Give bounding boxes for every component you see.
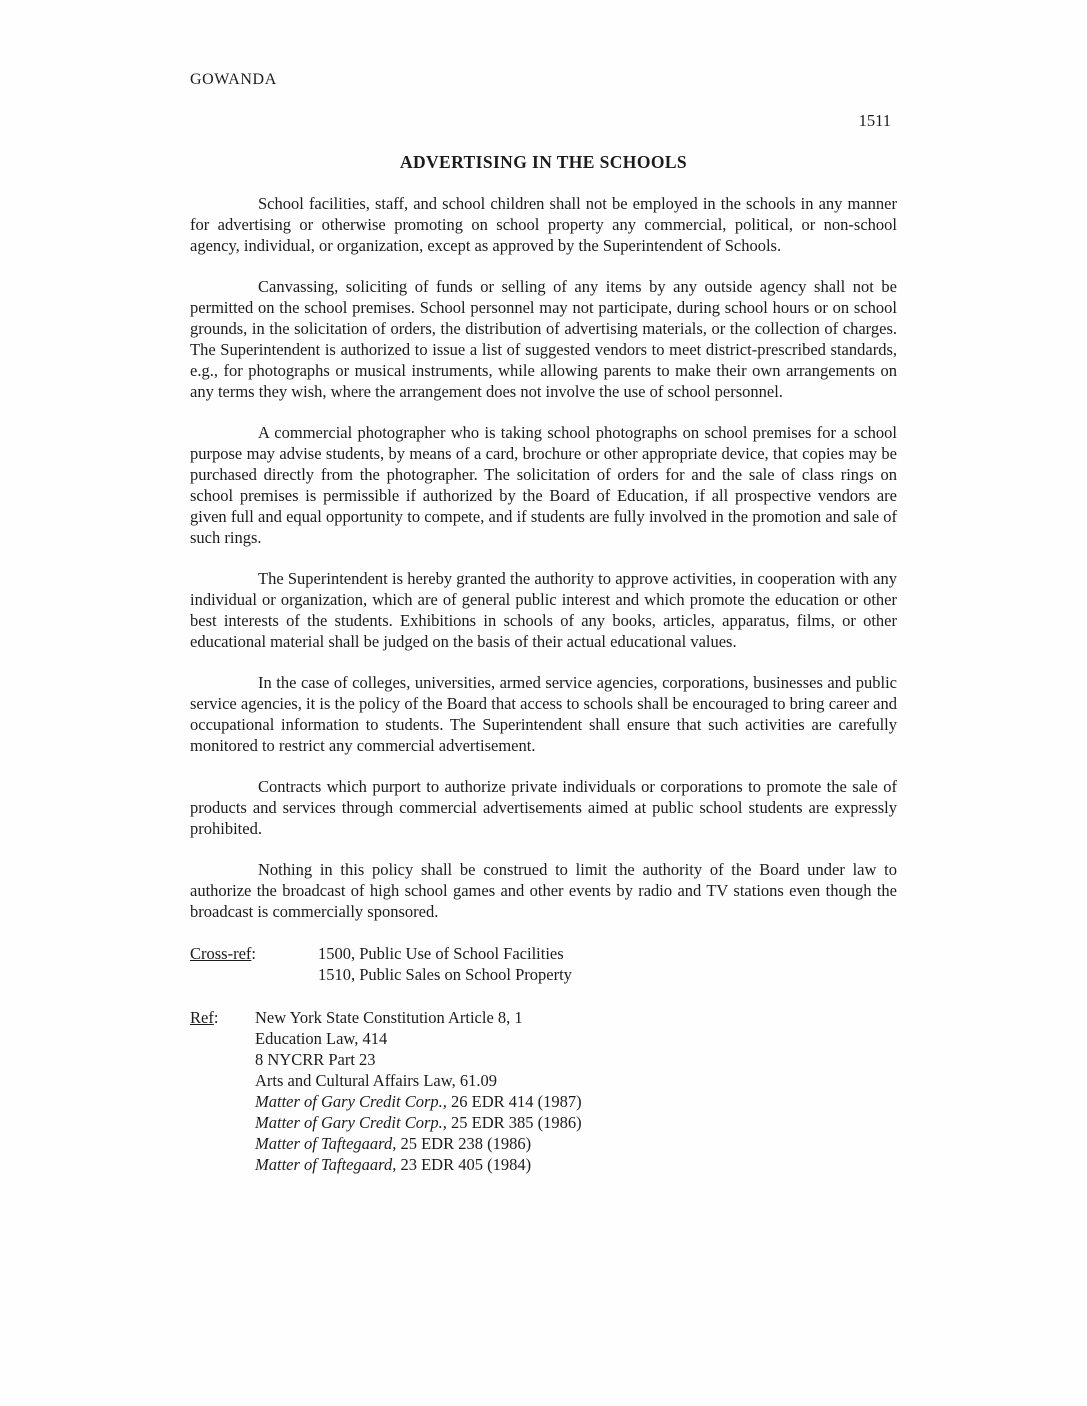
policy-paragraph: Nothing in this policy shall be construed to limit the authority of the Board under law to authorize the broadcast of high school games and other events by radio and TV stations even though the broadcast is commercially sponsored. bbox=[190, 860, 897, 921]
ref-citation: Education Law, 414 bbox=[255, 1029, 388, 1048]
cross-ref-label-text: Cross-ref bbox=[190, 944, 252, 963]
ref-citation: 25 EDR 385 (1986) bbox=[446, 1113, 582, 1132]
ref-label-text: Ref bbox=[190, 1008, 214, 1027]
cross-ref-item: 1510, Public Sales on School Property bbox=[318, 965, 572, 984]
cross-ref-section bbox=[190, 943, 897, 985]
ref-item bbox=[255, 1007, 897, 1028]
policy-paragraph: School facilities, staff, and school children shall not be employed in the schools in any manner for advertising or otherwise promoting on school property any commercial, political, or non-school agency, individual, or organization, except as approved by the Superintendent of Schools. bbox=[190, 194, 897, 255]
ref-section bbox=[190, 1007, 897, 1175]
ref-item bbox=[255, 1091, 897, 1112]
ref-citation: 23 EDR 405 (1984) bbox=[396, 1155, 532, 1174]
district-name: GOWANDA bbox=[190, 71, 277, 88]
ref-item bbox=[255, 1133, 897, 1154]
case-name: Matter of Gary Credit Corp., bbox=[255, 1092, 447, 1111]
case-name: Matter of Taftegaard, bbox=[255, 1134, 397, 1153]
cross-ref-label-colon: : bbox=[251, 944, 256, 963]
ref-item bbox=[255, 1070, 897, 1091]
ref-item bbox=[255, 1028, 897, 1049]
document-content bbox=[190, 0, 897, 1175]
document-title: ADVERTISING IN THE SCHOOLS bbox=[399, 152, 688, 172]
ref-label bbox=[190, 1007, 255, 1028]
policy-paragraph: Contracts which purport to authorize private individuals or corporations to promote the sale of products and services through commercial advertisements aimed at public school students are expressly prohibited. bbox=[190, 777, 897, 838]
ref-item bbox=[255, 1049, 897, 1070]
case-name: Matter of Gary Credit Corp., bbox=[255, 1113, 447, 1132]
cross-ref-label bbox=[190, 943, 318, 964]
ref-citation: 26 EDR 414 (1987) bbox=[446, 1092, 582, 1111]
cross-ref-item: 1500, Public Use of School Facilities bbox=[318, 944, 564, 963]
policy-paragraph: The Superintendent is hereby granted the authority to approve activities, in cooperation with any individual or organization, which are of general public interest and which promote the education or other best interests of the students. Exhibitions in schools of any books, articles, apparatus, films, or other educational material shall be judged on the basis of their actual educational values. bbox=[190, 569, 897, 651]
ref-citation: New York State Constitution Article 8, 1 bbox=[255, 1008, 523, 1027]
policy-paragraph: Canvassing, soliciting of funds or selling of any items by any outside agency shall not be permitted on the school premises. School personnel may not participate, during school hours or on school grounds, in the solicitation of orders, the distribution of advertising materials, or the collection of charges. The Superintendent is authorized to issue a list of suggested vendors to meet district-prescribed standards, e.g., for photographs or musical instruments, while allowing parents to make their own arrangements on any terms they wish, where the arrangement does not involve the use of school personnel. bbox=[190, 277, 897, 401]
ref-citation: 25 EDR 238 (1986) bbox=[396, 1134, 532, 1153]
policy-paragraph: A commercial photographer who is taking school photographs on school premises for a school purpose may advise students, by means of a card, brochure or other appropriate device, that copies may be purchased directly from the photographer. The solicitation of orders for and the sale of class rings on school premises is permissible if authorized by the Board of Education, if all prospective vendors are given full and equal opportunity to compete, and if students are fully involved in the promotion and sale of such rings. bbox=[190, 423, 897, 547]
ref-label-colon: : bbox=[213, 1008, 219, 1027]
policy-number: 1511 bbox=[858, 111, 891, 130]
ref-items bbox=[255, 1007, 897, 1175]
ref-item bbox=[255, 1112, 897, 1133]
ref-item bbox=[255, 1154, 897, 1175]
ref-citation: Arts and Cultural Affairs Law, 61.09 bbox=[255, 1071, 497, 1090]
ref-citation: 8 NYCRR Part 23 bbox=[255, 1050, 376, 1069]
cross-ref-items bbox=[318, 943, 897, 985]
case-name: Matter of Taftegaard, bbox=[255, 1155, 397, 1174]
policy-paragraph: In the case of colleges, universities, armed service agencies, corporations, businesses and public service agencies, it is the policy of the Board that access to schools shall be encouraged to bring career and occupational information to students. The Superintendent shall ensure that such activities are carefully monitored to restrict any commercial advertisement. bbox=[190, 673, 897, 755]
